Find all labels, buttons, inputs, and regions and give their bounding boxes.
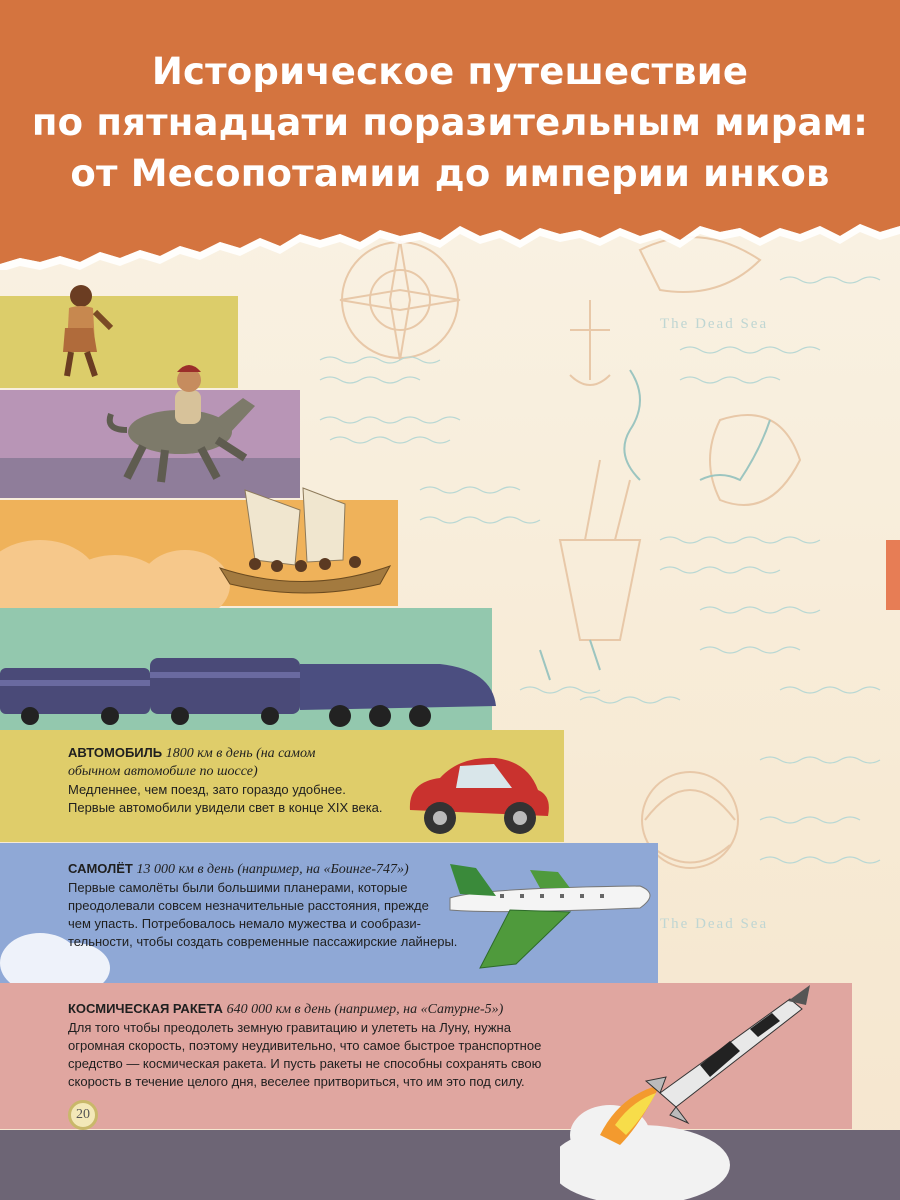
plane-body-line: тельности, чтобы создать современные пассажирские лайнеры. <box>68 934 458 949</box>
map-label: The Dead Sea <box>660 916 769 932</box>
horse-rider-illustration <box>105 360 265 495</box>
car-body-line: Медленнее, чем поезд, зато гораздо удобнее. <box>68 782 346 797</box>
title-line: по пятнадцати поразительным мирам: <box>31 101 869 144</box>
airplane-illustration <box>440 858 660 978</box>
car-body-line: Первые автомобили увидели свет в конце XIX века. <box>68 800 383 815</box>
plane-body-line: чем упасть. Потребовалось немало мужества и сообрази- <box>68 916 421 931</box>
page-number: 20 <box>68 1100 98 1130</box>
title-line: от Месопотамии до империи инков <box>70 152 830 195</box>
car-illustration <box>400 750 555 840</box>
plane-body-line: преодолевали совсем незначительные расстояния, прежде <box>68 898 429 913</box>
plane-heading: САМОЛЁТ <box>68 861 133 876</box>
car-heading: АВТОМОБИЛЬ <box>68 745 163 760</box>
plane-speed: 13 000 км в день (например, на «Боинге-747») <box>136 862 409 877</box>
rocket-speed: 640 000 км в день (например, на «Сатурне-5») <box>226 1002 504 1017</box>
rocket-body-line: огромная скорость, поэтому неудивительно, что самое быстрое транспортное <box>68 1038 542 1053</box>
sailboat-illustration <box>215 480 395 600</box>
rocket-body-line: скорость в течение целого дня, веселее притвориться, что им это под силу. <box>68 1074 525 1089</box>
rocket-body-line: Для того чтобы преодолеть земную гравитацию и улететь на Луну, нужна <box>68 1020 511 1035</box>
plane-text <box>68 860 468 951</box>
rocket-text <box>68 1000 548 1091</box>
title-line: Историческое путешествие <box>151 50 749 93</box>
page-title <box>0 46 900 199</box>
rocket-heading: КОСМИЧЕСКАЯ РАКЕТА <box>68 1001 223 1016</box>
map-label: The Dead Sea <box>660 316 769 332</box>
car-speed: обычном автомобиле по шоссе) <box>68 764 258 779</box>
car-text <box>68 744 398 817</box>
rocket-body-line: средство — космическая ракета. И пусть ракеты не способны сохранять свою <box>68 1056 542 1071</box>
plane-body-line: Первые самолёты были большими планерами, которые <box>68 880 408 895</box>
rocket-illustration <box>560 985 840 1200</box>
train-illustration <box>0 650 500 730</box>
car-speed: 1800 км в день (на самом <box>165 746 316 761</box>
header-banner <box>0 0 900 260</box>
